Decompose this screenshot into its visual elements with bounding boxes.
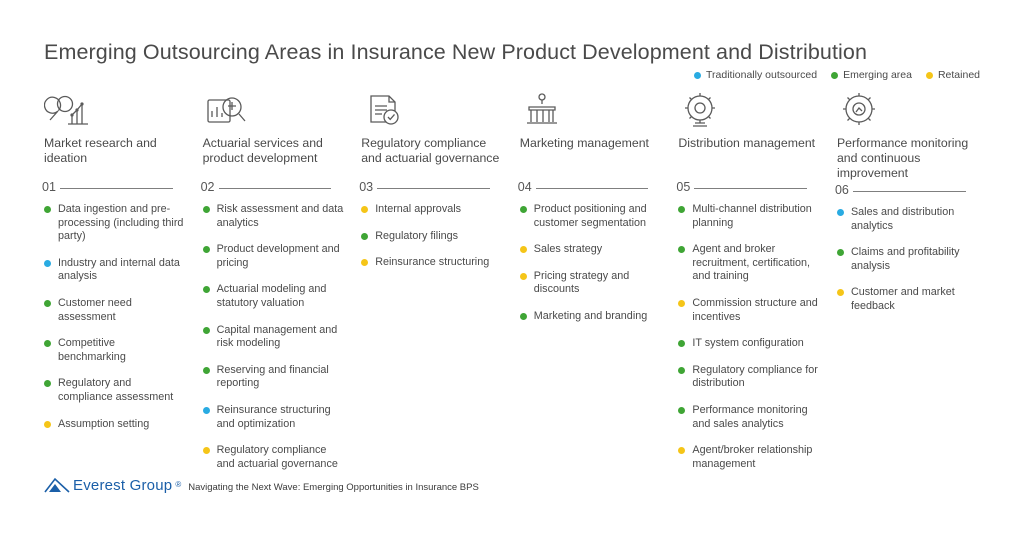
stage-number-03: 03: [359, 180, 377, 194]
list-item-label: Sales and distribution analytics: [850, 206, 955, 232]
stage-number-row-03: [357, 180, 503, 198]
status-dot: [44, 380, 51, 387]
list-item: [44, 418, 186, 432]
list-item: [837, 286, 979, 313]
stage-number-06: 06: [835, 183, 853, 197]
stage-rule-05: [676, 188, 807, 189]
stage-items-02: [199, 203, 345, 471]
stage-number-05: 05: [676, 180, 694, 194]
list-item: [44, 257, 186, 284]
list-item-label: Data ingestion and pre-processing (including third party): [58, 203, 184, 243]
status-dot: [678, 340, 685, 347]
status-dot: [203, 206, 210, 213]
list-item-label: Regulatory and compliance assessment: [58, 377, 174, 403]
stage-column-06: [833, 88, 992, 484]
stage-items-06: [833, 206, 979, 314]
list-item-label: Commission structure and incentives: [692, 296, 818, 323]
stage-column-05: [674, 88, 833, 484]
list-item-label: Performance monitoring and sales analytics: [692, 403, 808, 430]
status-dot: [678, 367, 685, 374]
list-item-label: Claims and profitability analysis: [850, 246, 960, 272]
list-item-label: Internal approvals: [375, 203, 462, 215]
status-dot: [361, 206, 368, 213]
list-item: [678, 337, 820, 351]
list-item: [361, 230, 503, 244]
list-item: [44, 377, 186, 404]
status-dot: [678, 407, 685, 414]
list-item: [678, 364, 820, 391]
page-title: Emerging Outsourcing Areas in Insurance New Product Development and Distribution: [44, 40, 868, 64]
list-item-label: Pricing strategy and discounts: [533, 269, 630, 296]
list-item: [203, 444, 345, 471]
stage-rule-02: [201, 188, 332, 189]
stage-items-03: [357, 203, 503, 270]
list-item: [678, 297, 820, 324]
list-item-label: Actuarial modeling and statutory valuation: [216, 283, 327, 309]
list-item: [837, 206, 979, 233]
status-dot: [44, 260, 51, 267]
list-item: [678, 203, 820, 230]
status-dot: [44, 340, 51, 347]
list-item-label: Reinsurance structuring and optimization: [216, 403, 331, 430]
legend-label-emerging: Emerging area: [843, 69, 912, 81]
list-item-label: Agent/broker relationship management: [692, 444, 813, 470]
stage-items-04: [516, 203, 662, 324]
list-item-label: Marketing and branding: [533, 309, 648, 322]
stage-column-01: [40, 88, 199, 484]
list-item: [361, 203, 503, 217]
list-item: [203, 203, 345, 230]
marketing-management-icon: [516, 88, 662, 130]
list-item: [361, 256, 503, 270]
status-dot: [678, 300, 685, 307]
stage-number-row-02: [199, 180, 345, 198]
list-item-label: Customer need assessment: [58, 296, 132, 323]
legend-dot-traditional: [694, 72, 701, 79]
list-item-label: Capital management and risk modeling: [216, 323, 338, 350]
list-item-label: Sales strategy: [533, 243, 603, 256]
legend-label-traditional: Traditionally outsourced: [706, 69, 818, 81]
actuarial-services-icon: [199, 88, 345, 130]
footer-tagline: Navigating the Next Wave: Emerging Opportunities in Insurance BPS: [188, 482, 479, 493]
stage-number-02: 02: [201, 180, 219, 194]
stage-number-row-04: [516, 180, 662, 198]
legend-dot-retained: [926, 72, 933, 79]
list-item: [44, 337, 186, 364]
status-dot: [203, 246, 210, 253]
stage-heading-02: Actuarial services and product development: [202, 136, 323, 165]
stage-number-row-05: [674, 180, 820, 198]
list-item: [203, 243, 345, 270]
list-item-label: Assumption setting: [58, 417, 150, 430]
stage-column-04: [516, 88, 675, 484]
status-dot: [520, 313, 527, 320]
list-item: [44, 203, 186, 244]
legend-item-emerging: [831, 69, 912, 81]
status-dot: [203, 447, 210, 454]
market-research-icon: [40, 88, 186, 130]
list-item-label: IT system configuration: [692, 337, 804, 350]
stage-items-01: [40, 203, 186, 431]
everest-group-logo: [44, 476, 181, 494]
list-item: [837, 246, 979, 273]
status-dot: [44, 300, 51, 307]
brand-name: Everest Group: [73, 477, 173, 494]
stage-columns: [40, 88, 992, 484]
stage-number-04: 04: [518, 180, 536, 194]
stage-rule-01: [42, 188, 173, 189]
regulatory-compliance-icon: [357, 88, 503, 130]
stage-items-05: [674, 203, 820, 471]
legend: [694, 69, 980, 81]
list-item: [678, 444, 820, 471]
legend-dot-emerging: [831, 72, 838, 79]
list-item: [44, 297, 186, 324]
list-item: [203, 283, 345, 310]
list-item: [203, 404, 345, 431]
status-dot: [678, 447, 685, 454]
stage-rule-03: [359, 188, 490, 189]
status-dot: [837, 249, 844, 256]
status-dot: [520, 273, 527, 280]
list-item-label: Competitive benchmarking: [58, 337, 126, 363]
list-item: [520, 203, 662, 230]
stage-column-02: [199, 88, 358, 484]
status-dot: [520, 206, 527, 213]
status-dot: [837, 209, 844, 216]
status-dot: [44, 206, 51, 213]
list-item-label: Reinsurance structuring: [375, 256, 490, 269]
legend-item-retained: [926, 69, 980, 81]
distribution-management-icon: [674, 88, 820, 130]
status-dot: [203, 327, 210, 334]
list-item-label: Industry and internal data analysis: [58, 256, 180, 283]
stage-heading-03: Regulatory compliance and actuarial governance: [361, 136, 500, 165]
status-dot: [520, 246, 527, 253]
stage-heading-05: Distribution management: [678, 136, 816, 150]
registered-mark: ®: [175, 480, 182, 489]
list-item-label: Regulatory filings: [375, 229, 459, 242]
status-dot: [361, 259, 368, 266]
stage-rule-04: [518, 188, 649, 189]
status-dot: [203, 367, 210, 374]
list-item: [678, 243, 820, 284]
status-dot: [361, 233, 368, 240]
stage-heading-04: Marketing management: [519, 136, 649, 150]
list-item-label: Customer and market feedback: [850, 286, 955, 312]
list-item-label: Agent and broker recruitment, certification, and training: [692, 243, 810, 283]
list-item-label: Regulatory compliance for distribution: [692, 363, 818, 390]
status-dot: [44, 421, 51, 428]
status-dot: [203, 407, 210, 414]
list-item: [520, 310, 662, 324]
performance-monitoring-icon: [833, 88, 979, 130]
status-dot: [837, 289, 844, 296]
list-item-label: Product positioning and customer segmentation: [533, 203, 647, 229]
mountain-icon: [44, 476, 70, 494]
legend-label-retained: Retained: [937, 69, 980, 81]
list-item: [520, 243, 662, 257]
stage-heading-06: Performance monitoring and continuous improvement: [836, 136, 969, 180]
legend-item-traditional: [694, 69, 817, 81]
stage-heading-01: Market research and ideation: [44, 136, 157, 165]
list-item-label: Multi-channel distribution planning: [692, 203, 812, 229]
list-item: [203, 324, 345, 351]
status-dot: [678, 246, 685, 253]
list-item-label: Product development and pricing: [216, 243, 340, 269]
footer: [44, 476, 479, 494]
list-item: [203, 364, 345, 391]
list-item-label: Risk assessment and data analytics: [216, 203, 344, 229]
list-item: [678, 404, 820, 431]
stage-column-03: [357, 88, 516, 484]
stage-number-row-01: [40, 180, 186, 198]
status-dot: [678, 206, 685, 213]
stage-number-01: 01: [42, 180, 60, 194]
status-dot: [203, 286, 210, 293]
list-item-label: Reserving and financial reporting: [216, 363, 329, 390]
stage-rule-06: [835, 191, 966, 192]
list-item-label: Regulatory compliance and actuarial governance: [216, 444, 338, 470]
list-item: [520, 270, 662, 297]
stage-number-row-06: [833, 183, 979, 201]
